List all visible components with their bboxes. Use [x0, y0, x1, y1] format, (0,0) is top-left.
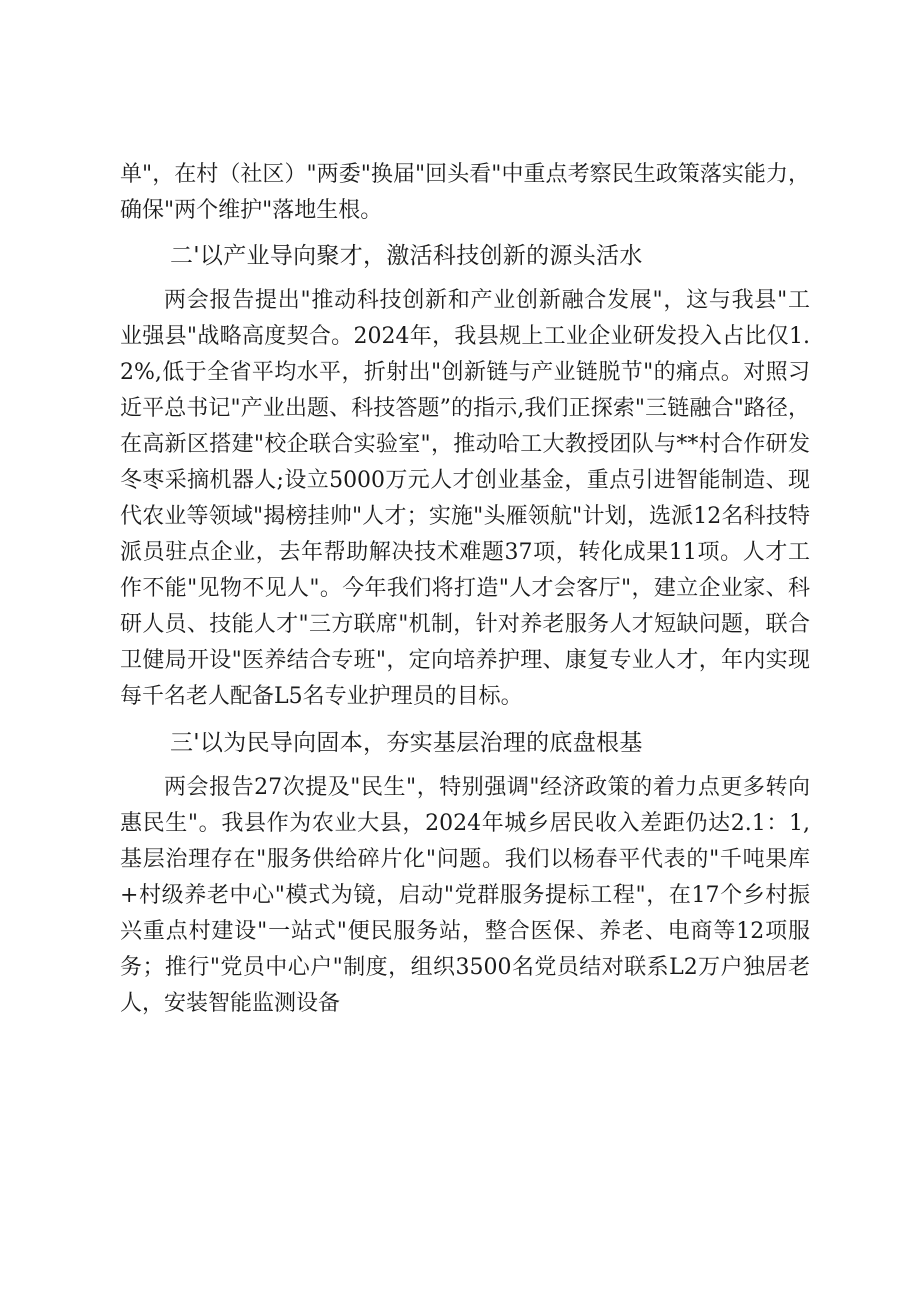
spacer [120, 229, 810, 238]
document-body [120, 157, 810, 1022]
spacer [120, 274, 810, 283]
paragraph-tech-innovation: 两会报告提出"推动科技创新和产业创新融合发展"，这与我县"工业强县"战略高度契合。2024年，我县规上工业企业研发投入占比仅1.2%,低于全省平均水平，折射出"创新链与产业链脱节"的痛点。对照习近平总书记"产业出题、科技答题”的指示,我们正探索"三链融合"路径，在高新区搭建"校企联合实验室"，推动哈工大教授团队与**村合作研发冬枣采摘机器人;设立5000万元人才创业基金，重点引进智能制造、现代农业等领域"揭榜挂帅"人才；实施"头雁领航"计划，选派12名科技特派员驻点企业，去年帮助解决技术难题37项，转化成果11项。人才工作不能"见物不见人"。今年我们将打造"人才会客厅"，建立企业家、科研人员、技能人才"三方联席"机制，针对养老服务人才短缺问题，联合卫健局开设"医养结合专班"，定向培养护理、康复专业人才，年内实现每千名老人配备L5名专业护理员的目标。 [120, 288, 810, 709]
section-heading-3: 三'以为民导向固本，夯实基层治理的底盘根基 [170, 730, 643, 756]
spacer [120, 761, 810, 770]
paragraph-continued: 单"，在村（社区）"两委"换届"回头看"中重点考察民生政策落实能力，确保"两个维护"落地生根。 [120, 162, 810, 223]
spacer [120, 715, 810, 725]
section-heading-2: 二'以产业导向聚才，激活科技创新的源头活水 [170, 243, 643, 269]
paragraph-grassroots-governance: 两会报告27次提及"民生"，特别强调"经济政策的着力点更多转向惠民生"。我县作为农业大县，2024年城乡居民收入差距仍达2.1：1,基层治理存在"服务供给碎片化"问题。我们以杨春平代表的"千吨果库+村级养老中心"模式为镜，启动"党群服务提标工程"，在17个乡村振兴重点村建设"一站式"便民服务站，整合医保、养老、电商等12项服务；推行"党员中心户"制度，组织3500名党员结对联系L2万户独居老人，安装智能监测设备 [120, 775, 810, 1016]
